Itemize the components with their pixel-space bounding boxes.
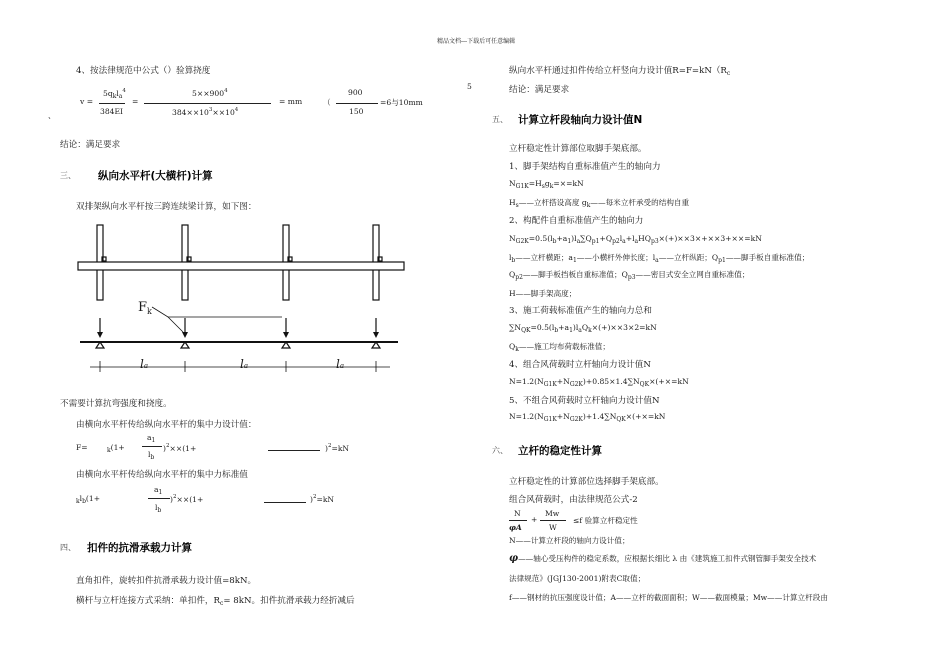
- section-3-intro: 双排架纵向水平杆按三跨连续梁计算，如下图：: [76, 202, 257, 212]
- s5-line-14: $N=1.2(N_{G1K}+N_{G2K})+0.85\times 1.4\sum N_{QK}\times(+\times=kN$: [509, 377, 689, 388]
- enumeration-mark: 、: [48, 111, 56, 120]
- section-5-number: 五、: [492, 115, 508, 124]
- s-a1: $a_1$: [154, 485, 163, 496]
- formula-numerator-1: $5q_kl_a^4$: [103, 88, 126, 100]
- fk-label: $F_k$: [138, 300, 152, 316]
- item-4-text: 4、按法律规范中公式（）验算挠度: [76, 66, 211, 76]
- sf-den-2: W: [549, 523, 557, 532]
- formula-numerator-2: $5\times\times 900^4$: [192, 88, 228, 98]
- f-label: F=: [76, 443, 88, 452]
- s-end: )$^2$=kN: [310, 494, 335, 504]
- s5-line-12: $Q_k——$施工均布荷载标准值；: [509, 342, 610, 353]
- s-prefix: $_kl_b(1+$: [76, 494, 101, 505]
- span-label-2: la: [240, 357, 249, 371]
- s5-line-13: 4、组合风荷载时立杆轴向力设计值N: [509, 360, 651, 370]
- equals-1: =: [132, 97, 139, 106]
- s5-line-11: $\sum N_{QK}=0.5(l_b+a_1)l_aQ_k\times(+)\times\times 3\times 2=kN$: [509, 323, 657, 334]
- s5-line-10: 3、施工荷载标准值产生的轴向力总和: [509, 306, 652, 316]
- sf-den-1: φA: [509, 523, 522, 532]
- sf-plus: +: [531, 515, 538, 524]
- f-mid: )$^2$××(1+: [163, 443, 197, 453]
- s5-line-2: 1、脚手架结构自重标准值产生的轴向力: [509, 162, 661, 172]
- right-conclusion: 结论：满足要求: [509, 85, 570, 95]
- section-5-title: 计算立杆段轴向力设计值N: [518, 114, 643, 126]
- page-number: 5: [467, 82, 472, 91]
- equals-mm: = mm: [279, 97, 303, 106]
- f-paren: $_k$(1+: [107, 443, 125, 454]
- section-4-number: 四、: [60, 543, 76, 552]
- ratio-numerator: 900: [348, 88, 363, 97]
- v-equals: v =: [80, 97, 94, 106]
- right-top-line: 纵向水平杆通过扣件传给立杆竖向力设计值$R=F=kN(R_c$: [509, 66, 731, 77]
- s5-line-4: $H_s——$立杆搭设高度 $g_k——$每米立杆承受的结构自重: [509, 198, 690, 209]
- design-value-intro: 由横向水平杆传给纵向水平杆的集中力设计值：: [76, 420, 257, 430]
- ratio-denominator: 150: [349, 107, 364, 116]
- paren-open: （: [323, 98, 331, 107]
- section-3-title: 纵向水平杆(大横杆)计算: [98, 170, 213, 182]
- s5-line-16: $N=1.2(N_{G1K}+N_{G2K})+1.4\sum N_{QK}\times(+\times=kN$: [509, 412, 666, 423]
- s5-line-7: $l_b——$立杆横距；$a_1——$小横杆外伸长度；$l_a——$立杆纵距；$Q_{p1}——$脚手板自重标准值；: [509, 253, 810, 264]
- span-label-3: la: [336, 357, 345, 371]
- s5-line-5: 2、构配件自重标准值产生的轴向力: [509, 216, 644, 226]
- s6-line-1: 立杆稳定性的计算部位选择脚手架底部。: [509, 477, 664, 487]
- standard-value-intro: 由横向水平杆传给纵向水平杆的集中力标准值: [76, 470, 248, 480]
- span-label-1: la: [140, 357, 149, 371]
- page-header: 精品文档---下载后可任意编辑: [437, 38, 516, 45]
- s5-line-1: 立杆稳定性计算部位取脚手架底部。: [509, 144, 647, 154]
- f-a1: $a_1$: [147, 433, 156, 444]
- section-3-number: 三、: [60, 171, 76, 180]
- s5-line-6: $N_{G2K}=0.5(l_b+a_1)l_a\sum Q_{p1}+Q_{p2}l_a+l_aHQ_{p3}\times(+)\times\times 3\times+\times\times 3+\times\times=kN$: [509, 234, 762, 245]
- s-lb: $l_b$: [155, 503, 162, 514]
- conclusion-1: 结论：满足要求: [60, 140, 121, 150]
- s5-line-15: 5、不组合风荷载时立杆轴向力设计值N: [509, 396, 660, 406]
- s5-line-3: $N_{G1K}=H_sg_k=\times=kN$: [509, 179, 584, 190]
- sf-tail: ≤f 验算立杆稳定性: [573, 516, 638, 525]
- s6-line-2: 组合风荷载时，由法律规范公式-2: [509, 495, 638, 505]
- sf-num-2: Mw: [545, 509, 560, 518]
- s6-line-4: φ——轴心受压构件的稳定系数，应根据长细比 λ 由《建筑施工扣件式钢管脚手架安全技术: [509, 553, 817, 564]
- f-end: )$^2$=kN: [325, 443, 350, 453]
- s-mid: )$^2$××(1+: [170, 494, 204, 504]
- f-lb: $l_b$: [148, 450, 155, 461]
- s6-line-3: N——计算立杆段的轴向力设计值；: [509, 536, 630, 545]
- formula-denominator-2: $384\times\times 10^3\times\times 10^4$: [172, 107, 239, 117]
- s5-line-9: H——脚手架高度；: [509, 289, 577, 298]
- ratio-tail: =6与10mm: [380, 98, 423, 107]
- section-4-title: 扣件的抗滑承载力计算: [87, 542, 192, 554]
- section-6-number: 六、: [492, 446, 508, 455]
- section-4-line-2: 横杆与立杆连接方式采纳：单扣件，$R_c= 8kN$。扣件抗滑承载力经折减后: [76, 596, 355, 607]
- s6-line-5: 法律规范》(JGJ130-2001)附表C取值；: [509, 574, 646, 583]
- section-6-title: 立杆的稳定性计算: [518, 445, 602, 457]
- formula-denominator-1: 384EI: [100, 107, 124, 116]
- s6-line-6: f——钢材的抗压强度设计值；A——立杆的截面面积；W——截面模量；Mw——计算立杆段由: [509, 593, 828, 602]
- no-check-text: 不需要计算抗弯强度和挠度。: [60, 399, 172, 409]
- sf-num-1: N: [514, 509, 521, 518]
- s5-line-8: $Q_{p2}——$脚手板挡板自重标准值；$Q_{p3}——$密目式安全立网自重标准值；: [509, 270, 750, 281]
- section-4-line-1: 直角扣件，旋转扣件抗滑承载力设计值=8kN。: [76, 576, 257, 586]
